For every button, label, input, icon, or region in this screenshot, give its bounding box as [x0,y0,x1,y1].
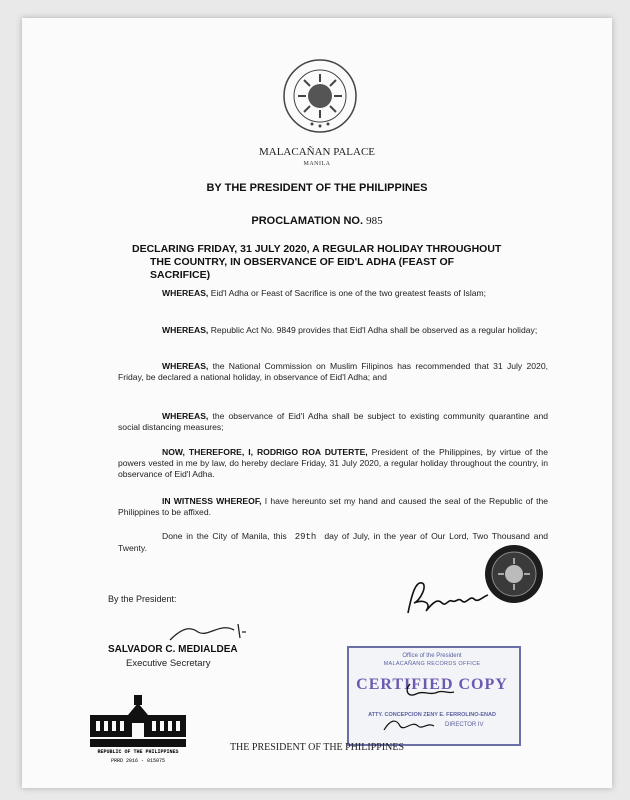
title-line-3: SACRIFICE) [150,269,211,281]
secretary-signature-icon [168,618,248,644]
done-day: 29th [294,532,317,542]
paragraph-text: President of the Philippines, by virtue of the powers vested in me by law, do hereby declare Friday, 31 July 2020, a regular holiday throughout the country, in observance of Eid'l Adha. [118,447,548,479]
proclamation-number: 985 [366,215,383,227]
republic-seal-icon [484,544,544,604]
stamp-director: DIRECTOR IV [445,722,484,728]
witness-paragraph [118,496,548,518]
whereas-paragraph-4 [118,411,548,433]
paragraph-lead: NOW, THEREFORE, I, RODRIGO ROA DUTERTE, [162,447,368,457]
president-signature-icon [402,573,492,623]
whereas-paragraph-2 [118,325,548,336]
title-line-2: THE COUNTRY, IN OBSERVANCE OF EID'L ADHA (FEAST OF [150,256,455,268]
proclamation-heading [22,215,612,227]
paragraph-text: Republic Act No. 9849 provides that Eid'l Adha shall be observed as a regular holiday; [210,325,538,335]
paragraph-lead: WHEREAS, [162,325,209,335]
done-text-before: Done in the City of Manila, this [162,531,287,541]
stamp-office: Office of the President [402,653,462,659]
document-page [22,18,612,788]
whereas-paragraph-1 [118,288,548,299]
paragraph-text: Eid'l Adha or Feast of Sacrifice is one of the two greatest feasts of Islam; [210,288,487,298]
secretary-name: SALVADOR C. MEDIALDEA [108,644,238,655]
paragraph-text: I have hereunto set my hand and caused the seal of the Republic of the Philippines to be affixed. [118,496,549,517]
footer-president-text: THE PRESIDENT OF THE PHILIPPINES [229,742,405,753]
stamp-records-office: MALACAÑANG RECORDS OFFICE [383,661,481,667]
secretary-title: Executive Secretary [126,658,211,669]
proclamation-title [132,243,532,282]
republic-label: REPUBLIC OF THE PHILIPPINES [97,749,179,755]
by-the-president-label: By the President: [108,594,177,604]
done-text-after: day of July, in the year of Our Lord, Two Thousand and Twenty. [118,531,548,553]
by-the-president-heading: BY THE PRESIDENT OF THE PHILIPPINES [206,182,428,194]
stamp-attorney: ATTY. CONCEPCION ZENY E. FERROLINO-ENAD [368,712,496,718]
paragraph-text: the observance of Eid'l Adha shall be subject to existing community quarantine and social distancing measures; [118,411,549,432]
whereas-paragraph-3 [118,361,548,383]
paragraph-lead: WHEREAS, [162,411,209,421]
paragraph-lead: WHEREAS, [162,361,209,371]
city-name: MANILA [303,161,331,167]
republic-code: PRRD 2016 - 015075 [110,758,165,764]
proclamation-label: PROCLAMATION NO. [251,215,364,227]
palace-name: MALACAÑAN PALACE [258,146,376,158]
stamp-signature-icon [382,676,492,736]
paragraph-text: the National Commission on Muslim Filipinos has recommended that 31 July 2020, Friday, be declared a national holiday, in observance of Eid'l Adha; and [118,361,548,382]
title-line-1: DECLARING FRIDAY, 31 JULY 2020, A REGULAR HOLIDAY THROUGHOUT [132,243,502,255]
stamp-certified-copy: CERTIFIED COPY [356,676,508,693]
paragraph-lead: WHEREAS, [162,288,209,298]
paragraph-lead: IN WITNESS WHEREOF, [162,496,262,506]
now-therefore-paragraph [118,447,548,480]
malacanang-building-icon [88,691,188,747]
presidential-seal-icon [282,58,358,134]
